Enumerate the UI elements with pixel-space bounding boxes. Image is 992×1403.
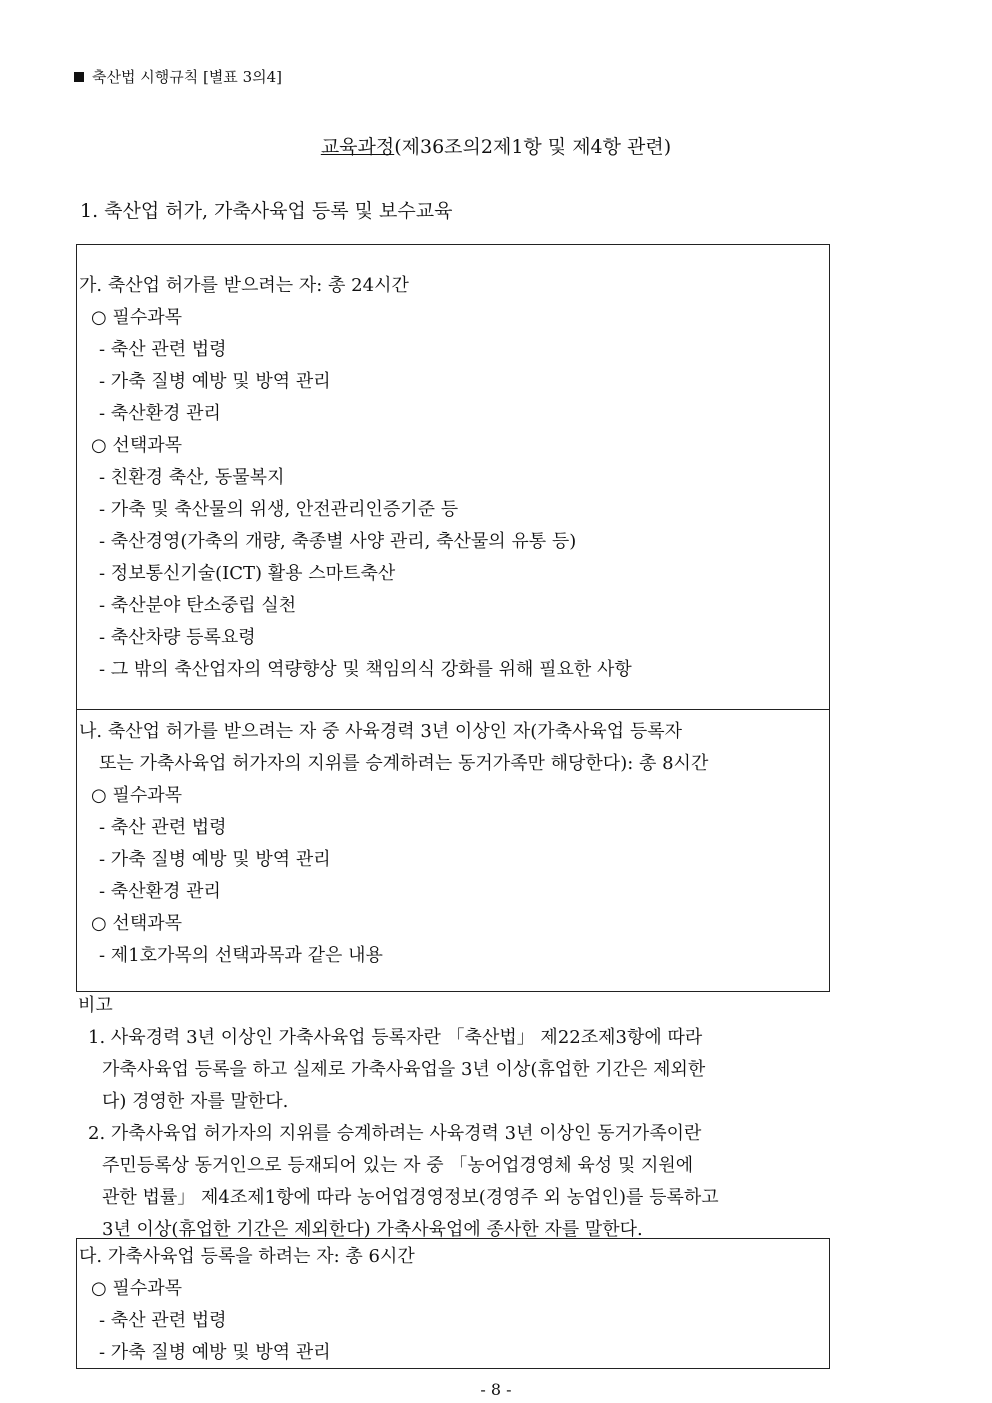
list-item: - 축산 관련 법령 [99, 339, 227, 360]
list-item: - 축산분야 탄소중립 실천 [99, 595, 297, 616]
ga-heading: 가. 축산업 허가를 받으려는 자: 총 24시간 [79, 275, 409, 296]
list-item: - 제1호가목의 선택과목과 같은 내용 [99, 945, 383, 966]
da-required-label: ○ 필수과목 [91, 1278, 182, 1299]
list-item: - 축산차량 등록요령 [99, 627, 256, 648]
square-bullet-icon [74, 72, 84, 82]
list-item: - 그 밖의 축산업자의 역량향상 및 책임의식 강화를 위해 필요한 사항 [99, 659, 632, 680]
list-item: - 친환경 축산, 동물복지 [99, 467, 285, 488]
list-item: - 가축 및 축산물의 위생, 안전관리인증기준 등 [99, 499, 459, 520]
note-line: 관한 법률」 제4조제1항에 따라 농어업경영정보(경영주 외 농업인)를 등록하고 [102, 1187, 719, 1208]
na-heading-line1: 나. 축산업 허가를 받으려는 자 중 사육경력 3년 이상인 자(가축사육업 등록자 [79, 721, 683, 742]
title-underlined: 교육과정 [320, 136, 395, 158]
list-item: - 가축 질병 예방 및 방역 관리 [99, 371, 331, 392]
note-line: 다) 경영한 자를 말한다. [102, 1091, 289, 1112]
title-rest: (제36조의2제1항 및 제4항 관련) [394, 136, 672, 158]
na-heading-line2: 또는 가축사육업 허가자의 지위를 승계하려는 동거가족만 해당한다): 총 8시간 [99, 753, 709, 774]
list-item: - 축산 관련 법령 [99, 817, 227, 838]
list-item: - 축산 관련 법령 [99, 1310, 227, 1331]
list-item: - 가축 질병 예방 및 방역 관리 [99, 1342, 331, 1363]
note-line: 2. 가축사육업 허가자의 지위를 승계하려는 사육경력 3년 이상인 동거가족이란 [88, 1123, 702, 1144]
course-table-upper [76, 244, 830, 992]
notes-section [76, 990, 830, 1246]
note-line: 1. 사육경력 3년 이상인 가축사육업 등록자란 「축산법」 제22조제3항에 따라 [88, 1027, 703, 1048]
list-item: - 축산경영(가축의 개량, 축종별 사양 관리, 축산물의 유통 등) [99, 531, 577, 552]
note-line: 주민등록상 동거인으로 등재되어 있는 자 중 「농어업경영체 육성 및 지원에 [102, 1155, 694, 1176]
list-item: - 정보통신기술(ICT) 활용 스마트축산 [99, 563, 396, 584]
na-required-label: ○ 필수과목 [91, 785, 182, 806]
section-1-title: 1. 축산업 허가, 가축사육업 등록 및 보수교육 [80, 200, 453, 222]
box-na [77, 709, 829, 972]
ga-elective-label: ○ 선택과목 [91, 435, 182, 456]
box-da [76, 1238, 830, 1369]
page-number: - 8 - [480, 1380, 512, 1399]
header-text: 축산법 시행규칙 [별표 3의4] [92, 68, 282, 86]
list-item: - 가축 질병 예방 및 방역 관리 [99, 849, 331, 870]
na-elective-label: ○ 선택과목 [91, 913, 182, 934]
list-item: - 축산환경 관리 [99, 881, 221, 902]
note-line: 3년 이상(휴업한 기간은 제외한다) 가축사육업에 종사한 자를 말한다. [102, 1219, 643, 1240]
page-title [0, 132, 992, 159]
ga-required-label: ○ 필수과목 [91, 307, 182, 328]
note-line: 가축사육업 등록을 하고 실제로 가축사육업을 3년 이상(휴업한 기간은 제외한 [102, 1059, 706, 1080]
da-heading: 다. 가축사육업 등록을 하려는 자: 총 6시간 [79, 1246, 415, 1267]
list-item: - 축산환경 관리 [99, 403, 221, 424]
document-header [74, 66, 282, 87]
box-ga [77, 245, 829, 709]
notes-label: 비고 [78, 995, 113, 1016]
